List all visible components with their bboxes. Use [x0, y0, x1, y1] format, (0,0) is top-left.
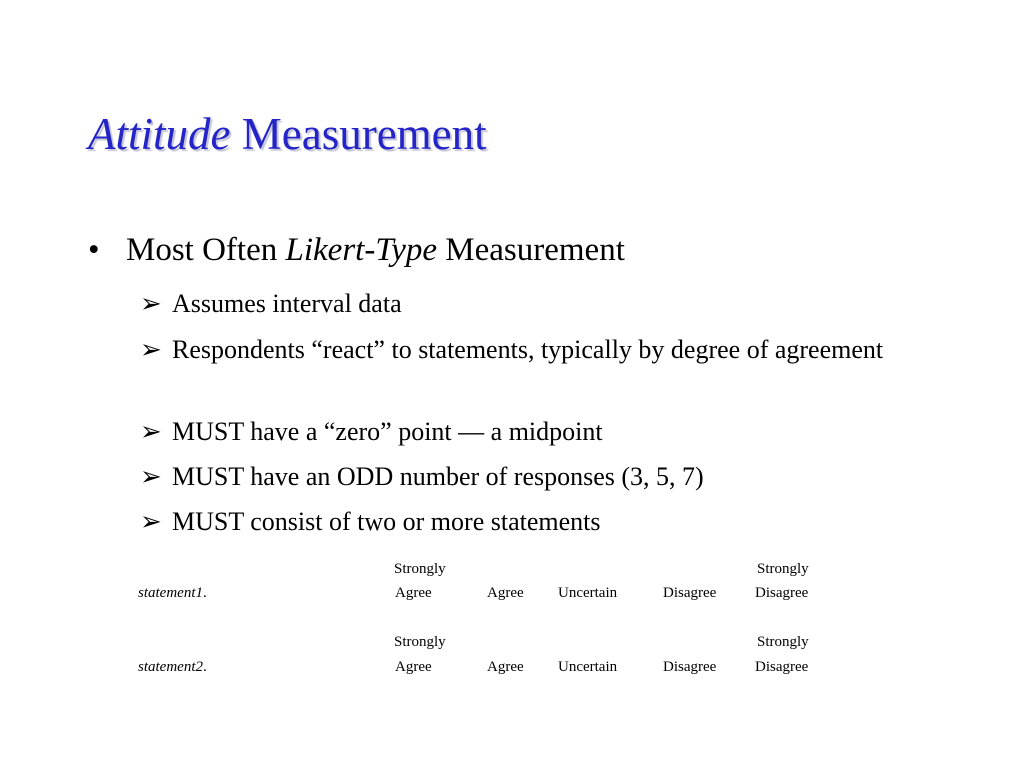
scale-option: Agree [487, 659, 524, 675]
sub-bullet [140, 413, 900, 450]
sub-bullet-text: MUST have an ODD number of responses (3, 5, 7) [172, 462, 704, 491]
sub-bullet [140, 503, 900, 540]
statement-name: statement2 [138, 659, 203, 675]
scale-option: Agree [487, 585, 524, 601]
statement-suffix: . [203, 659, 207, 675]
sub-bullet [140, 285, 900, 322]
sub-bullet [140, 458, 900, 495]
arrow-bullet-icon: ➢ [140, 507, 162, 536]
scale-top-right-label: Strongly [757, 561, 809, 577]
arrow-bullet-icon: ➢ [140, 289, 162, 318]
sub-bullet-text: Respondents “react” to statements, typically by degree of agreement [172, 335, 884, 364]
statement-suffix: . [203, 585, 207, 601]
bullet-dot-icon: • [88, 232, 100, 268]
title-rest: Measurement [230, 109, 487, 159]
statement-label [138, 659, 207, 676]
title-italic-word: Attitude [88, 109, 231, 159]
scale-top-left-label: Strongly [394, 634, 446, 650]
scale-option: Agree [395, 659, 432, 675]
arrow-bullet-icon: ➢ [140, 462, 162, 491]
sub-bullet [140, 331, 900, 368]
statement-name: statement1 [138, 585, 203, 601]
bullet-text-after: Measurement [437, 232, 625, 268]
scale-option: Uncertain [558, 659, 618, 675]
sub-bullet-text: MUST consist of two or more statements [172, 507, 601, 536]
scale-top-left-label: Strongly [394, 561, 446, 577]
scale-option: Disagree [663, 659, 717, 675]
scale-option: Disagree [663, 585, 717, 601]
statement-label [138, 585, 207, 602]
scale-option: Disagree [755, 585, 809, 601]
sub-bullet-text: Assumes interval data [172, 289, 402, 318]
slide-title [88, 108, 487, 160]
scale-option: Disagree [755, 659, 809, 675]
scale-top-right-label: Strongly [757, 634, 809, 650]
arrow-bullet-icon: ➢ [140, 335, 162, 364]
scale-option: Agree [395, 585, 432, 601]
scale-option: Uncertain [558, 585, 618, 601]
arrow-bullet-icon: ➢ [140, 417, 162, 446]
main-bullet [88, 232, 625, 269]
bullet-text-before: Most Often [126, 232, 286, 268]
sub-bullet-text: MUST have a “zero” point — a midpoint [172, 417, 603, 446]
bullet-text-italic: Likert-Type [285, 232, 438, 268]
